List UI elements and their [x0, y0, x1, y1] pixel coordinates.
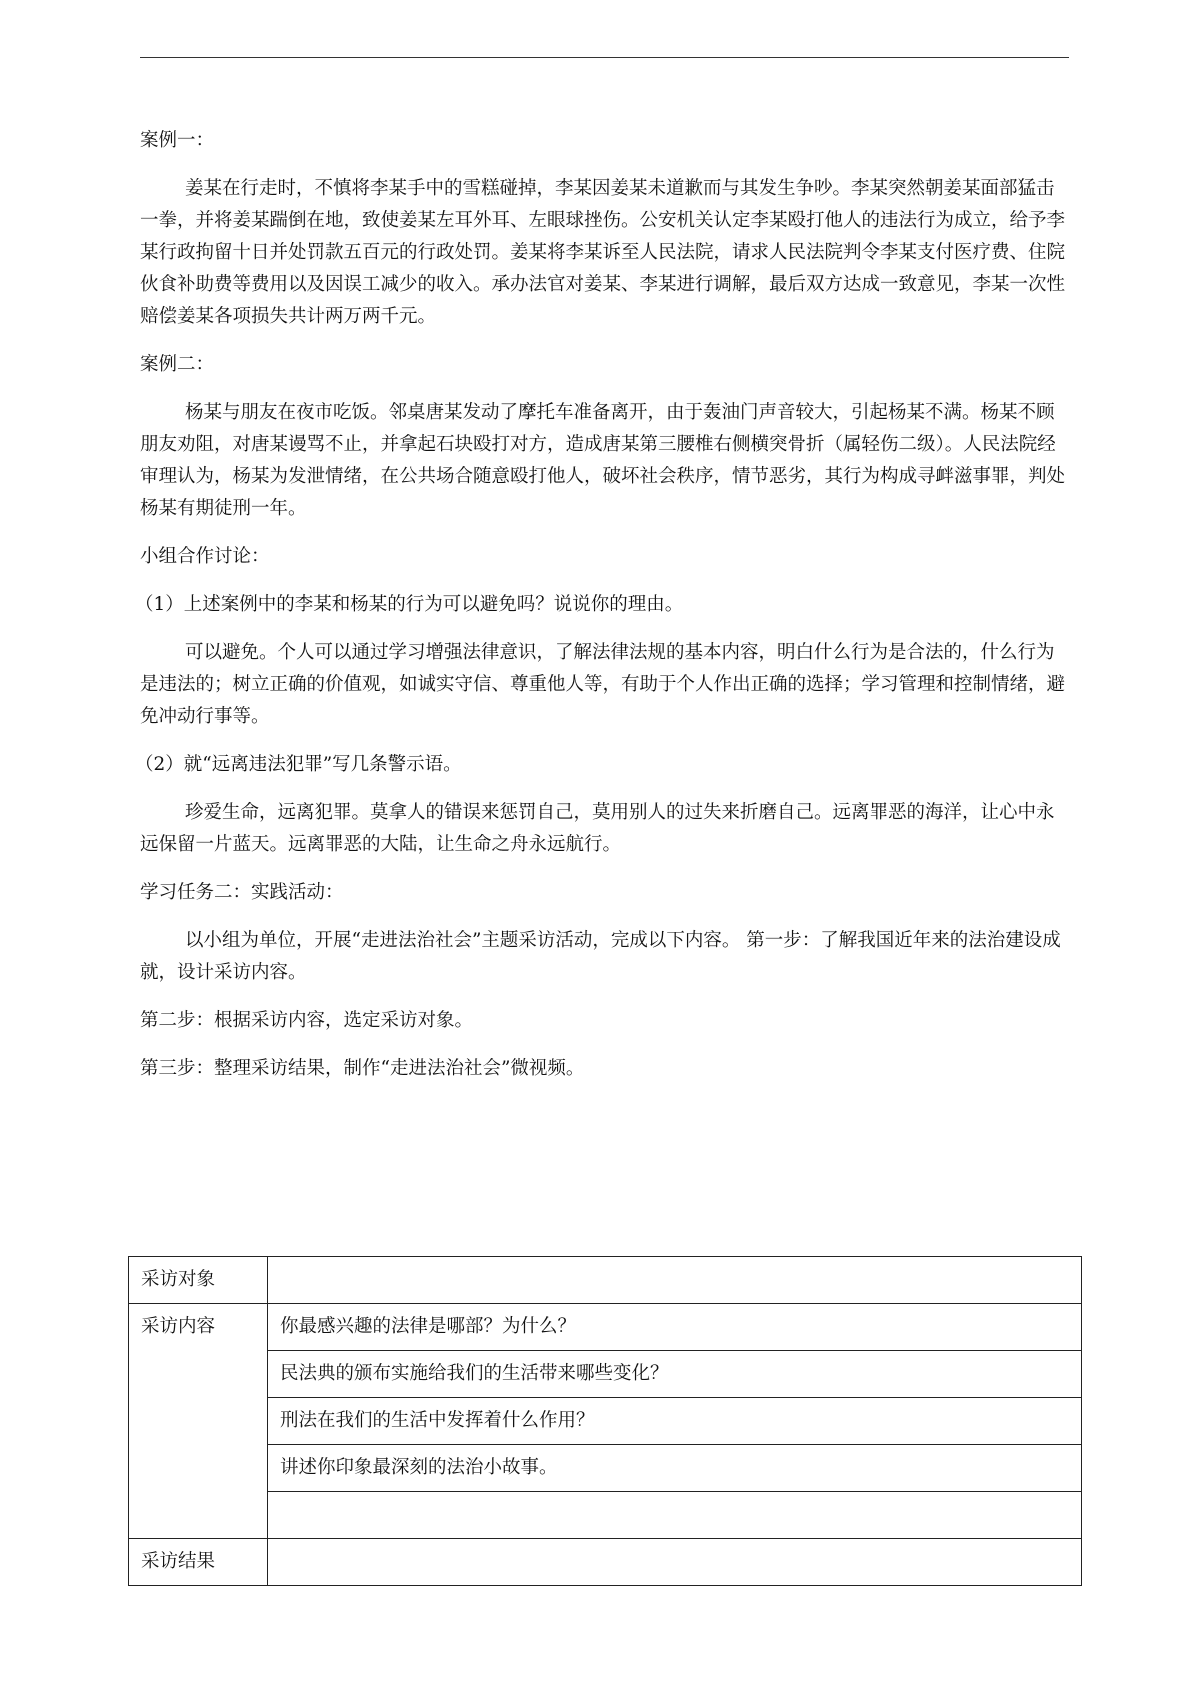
table-row	[129, 1257, 1082, 1304]
case1-text: 姜某在行走时，不慎将李某手中的雪糕碰掉，李某因姜某未道歉而与其发生争吵。李某突然朝姜某面部猛击一拳，并将姜某踹倒在地，致使姜某左耳外耳、左眼球挫伤。公安机关认定李某殴打他人的违法行为成立，给予李某行政拘留十日并处罚款五百元的行政处罚。姜某将李某诉至人民法院，请求人民法院判令李某支付医疗费、住院伙食补助费等费用以及因误工减少的收入。承办法官对姜某、李某进行调解，最后双方达成一致意见，李某一次性赔偿姜某各项损失共计两万两千元。	[140, 178, 1066, 327]
question-cell: 你最感兴趣的法律是哪部？为什么？	[268, 1304, 1082, 1351]
document-body	[135, 125, 1070, 1101]
question-cell: 民法典的颁布实施给我们的生活带来哪些变化？	[268, 1351, 1082, 1398]
discussion-heading: 小组合作讨论：	[140, 546, 270, 567]
table-row	[129, 1492, 1082, 1539]
question-2: （2）就“远离违法犯罪”写几条警示语。	[135, 754, 462, 775]
question-1: （1）上述案例中的李某和杨某的行为可以避免吗？说说你的理由。	[135, 594, 684, 615]
row-label-result: 采访结果	[129, 1539, 268, 1586]
table-row	[129, 1539, 1082, 1586]
header-rule	[140, 57, 1069, 58]
case2-text: 杨某与朋友在夜市吃饭。邻桌唐某发动了摩托车准备离开，由于轰油门声音较大，引起杨某不满。杨某不顾朋友劝阻，对唐某谩骂不止，并拿起石块殴打对方，造成唐某第三腰椎右侧横突骨折（属轻伤二级）。人民法院经审理认为，杨某为发泄情绪，在公共场合随意殴打他人，破坏社会秩序，情节恶劣，其行为构成寻衅滋事罪，判处杨某有期徒刑一年。	[140, 402, 1066, 519]
row-label-subject: 采访对象	[129, 1257, 268, 1304]
question-cell: 刑法在我们的生活中发挥着什么作用？	[268, 1398, 1082, 1445]
row-label-content: 采访内容	[129, 1304, 268, 1539]
task2-heading: 学习任务二：实践活动：	[140, 882, 344, 903]
table-row	[129, 1445, 1082, 1492]
answer-2: 珍爱生命，远离犯罪。莫拿人的错误来惩罚自己，莫用别人的过失来折磨自己。远离罪恶的海洋，让心中永远保留一片蓝天。远离罪恶的大陆，让生命之舟永远航行。	[140, 802, 1055, 855]
subject-cell[interactable]	[268, 1257, 1082, 1304]
table-row	[129, 1304, 1082, 1351]
case1-heading: 案例一：	[140, 130, 215, 151]
result-cell[interactable]	[268, 1539, 1082, 1586]
interview-table	[128, 1256, 1082, 1586]
task2-text: 以小组为单位，开展“走进法治社会”主题采访活动，完成以下内容。 第一步：了解我国近年来的法治建设成就，设计采访内容。	[140, 930, 1061, 983]
empty-question-cell[interactable]	[268, 1492, 1082, 1539]
answer-1: 可以避免。个人可以通过学习增强法律意识，了解法律法规的基本内容，明白什么行为是合法的，什么行为是违法的；树立正确的价值观，如诚实守信、尊重他人等，有助于个人作出正确的选择；学习管理和控制情绪，避免冲动行事等。	[140, 642, 1066, 727]
task2-step3: 第三步：整理采访结果，制作“走进法治社会”微视频。	[140, 1058, 585, 1079]
table-row	[129, 1398, 1082, 1445]
task2-step2: 第二步：根据采访内容，选定采访对象。	[140, 1010, 474, 1031]
case2-heading: 案例二：	[140, 354, 215, 375]
question-cell: 讲述你印象最深刻的法治小故事。	[268, 1445, 1082, 1492]
table-row	[129, 1351, 1082, 1398]
